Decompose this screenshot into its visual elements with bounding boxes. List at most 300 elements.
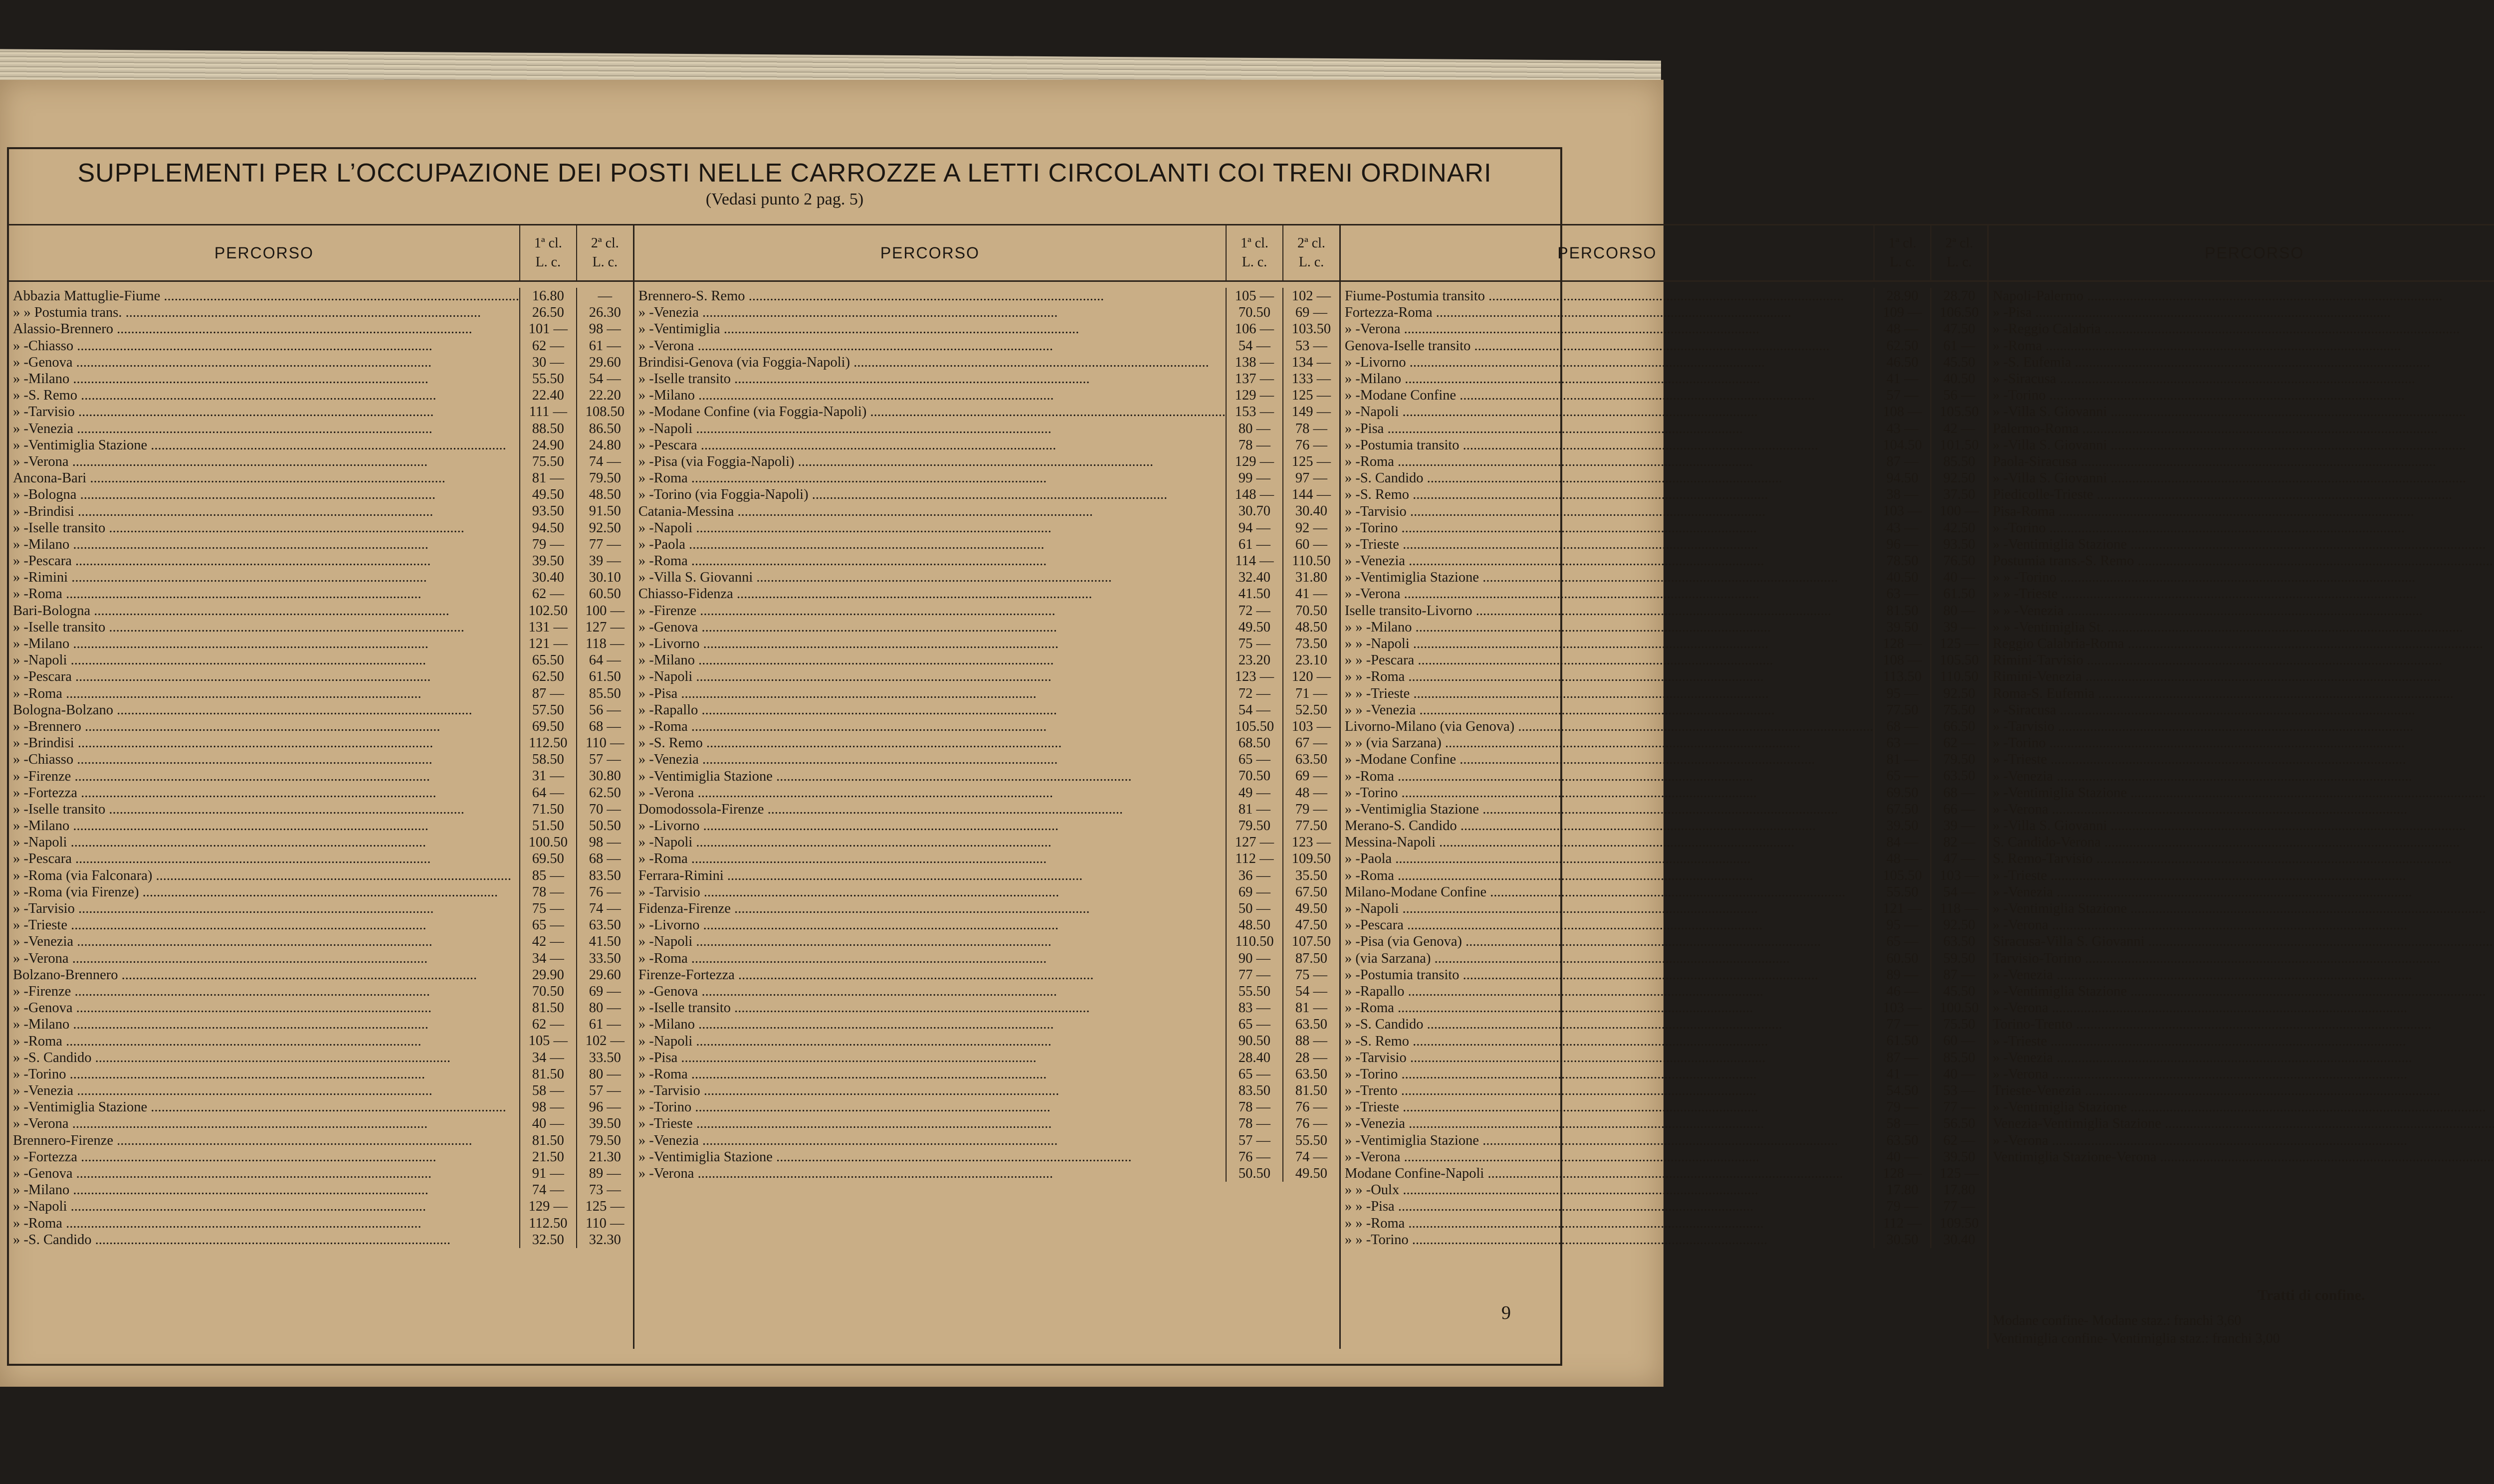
first-class-price: 40.50: [1873, 569, 1930, 586]
route-cell: » -Brindisi .....: [9, 503, 519, 520]
first-class-price: 65 —: [1226, 1066, 1282, 1082]
route-cell: » -Chiasso .....: [9, 751, 519, 768]
first-class-price: 77 —: [1873, 1016, 1930, 1033]
route-cell: » -Napoli .....: [9, 1198, 519, 1215]
second-class-price: 74 —: [576, 900, 633, 917]
first-class-price: 103 —: [1873, 1000, 1930, 1016]
table-row: [1989, 503, 2494, 519]
second-class-price: 60 —: [1930, 1033, 1987, 1049]
first-class-price: 63.50: [1873, 1132, 1930, 1149]
first-class-price: 104.50: [1873, 437, 1930, 453]
first-class-price: 127 —: [1226, 834, 1282, 850]
first-class-price: 22.40: [519, 387, 576, 404]
first-class-price: 148 —: [1226, 486, 1282, 503]
table-row: [1989, 404, 2494, 420]
second-class-price: 60.50: [576, 586, 633, 602]
table-row: [9, 536, 633, 553]
first-class-price: 78.50: [1873, 553, 1930, 569]
route-cell: Roma-S. Eufemia .....: [1989, 685, 2494, 702]
first-class-price: 98 —: [519, 1099, 576, 1115]
route-cell: » -Roma .....: [9, 1033, 519, 1050]
first-class-price: 28.90: [1873, 288, 1930, 304]
table-row: [1989, 751, 2494, 768]
route-cell: » -Bologna .....: [9, 486, 519, 503]
first-class-price: 106 —: [1226, 321, 1282, 337]
table-row: [1341, 801, 1987, 818]
route-cell: » -Venezia .....: [634, 1132, 1226, 1149]
first-class-price: 43 —: [1873, 520, 1930, 536]
first-class-price: 65 —: [519, 917, 576, 933]
table-row: [1341, 983, 1987, 1000]
table-row: [9, 503, 633, 519]
table-row: [9, 768, 633, 784]
second-class-price: 134 —: [1282, 354, 1339, 371]
first-class-price: 87 —: [1873, 1050, 1930, 1066]
route-cell: » -Torino .....: [9, 1066, 519, 1082]
route-cell: Siracusa-Villa S. Giovanni .....: [1989, 933, 2494, 950]
first-class-price: 72 —: [1226, 603, 1282, 619]
table-row: [1989, 338, 2494, 354]
route-cell: » -Torino (via Foggia-Napoli) .....: [634, 486, 1226, 503]
table-row: [9, 338, 633, 354]
table-row: [1341, 1149, 1987, 1165]
second-class-price: 66.50: [1930, 718, 1987, 735]
second-class-price: 39 —: [576, 553, 633, 569]
second-class-price: 49.50: [1282, 900, 1339, 917]
table-row: [1989, 884, 2494, 900]
first-class-price: 38 —: [1873, 486, 1930, 503]
second-class-price: 98 —: [576, 834, 633, 850]
route-cell: » -Paola .....: [634, 536, 1226, 553]
confine-line: Modane confine- Modane staz.: franchi 3,60: [1992, 1313, 2242, 1328]
first-class-price: 51.50: [519, 818, 576, 834]
route-cell: » -Venezia .....: [1989, 967, 2494, 983]
first-class-price: 36 —: [1226, 867, 1282, 884]
second-class-price: 47.50: [1282, 917, 1339, 933]
table-row: [9, 751, 633, 768]
route-cell: » -Tarvisio .....: [634, 884, 1226, 900]
route-cell: » -Milano .....: [9, 371, 519, 387]
page-subtitle: (Vedasi punto 2 pag. 5): [705, 190, 864, 209]
route-cell: » -Villa S. Giovanni .....: [1989, 437, 2494, 453]
route-cell: » -Chiasso .....: [9, 338, 519, 354]
second-class-price: 62.50: [576, 785, 633, 801]
second-class-price: 39 —: [1930, 818, 1987, 834]
route-cell: » » -Torino .....: [1989, 569, 2494, 586]
table-row: [9, 950, 633, 967]
table-row: [9, 933, 633, 950]
table-row: [9, 619, 633, 636]
table-row: [1989, 950, 2494, 967]
second-class-price: 68 —: [1930, 785, 1987, 801]
second-class-price: 85.50: [576, 685, 633, 702]
second-class-price: 105.50: [1930, 652, 1987, 668]
route-cell: Piedicolle-Trieste .....: [1989, 486, 2494, 503]
second-class-price: 81.50: [1282, 1082, 1339, 1099]
second-class-price: 55.50: [1282, 1132, 1339, 1149]
second-class-price: 149 —: [1282, 404, 1339, 420]
route-header: PERCORSO: [2205, 243, 2304, 262]
first-class-price: 60.50: [1873, 950, 1930, 967]
route-cell: » -Venezia .....: [1341, 1115, 1873, 1132]
route-cell: Postumia trans.-S. Remo .....: [1989, 553, 2494, 569]
table-row: [634, 1099, 1339, 1115]
second-class-price: 125 —: [1282, 387, 1339, 404]
table-row: [9, 983, 633, 1000]
table-row: [1989, 801, 2494, 818]
first-class-price: 153 —: [1226, 404, 1282, 420]
route-cell: » -Venezia .....: [9, 1082, 519, 1099]
route-cell: » -Tarvisio .....: [634, 1082, 1226, 1099]
first-class-price: 17.80: [1873, 1182, 1930, 1198]
table-row: [1989, 371, 2494, 387]
first-class-price: 109 —: [1873, 304, 1930, 321]
second-class-price: 33.50: [576, 950, 633, 967]
first-class-price: 87 —: [1873, 453, 1930, 470]
table-row: [9, 967, 633, 983]
second-class-price: 75 —: [1282, 967, 1339, 983]
route-cell: » -Torino .....: [1341, 1066, 1873, 1082]
second-class-price: 57 —: [576, 751, 633, 768]
first-class-price: 62 —: [519, 586, 576, 602]
table-row: [634, 553, 1339, 569]
route-cell: » -Milano .....: [9, 636, 519, 652]
route-cell: » -Pescara .....: [634, 437, 1226, 453]
table-row: [9, 636, 633, 652]
table-row: [9, 917, 633, 933]
first-class-price: 61 —: [1226, 536, 1282, 553]
first-class-price: 91 —: [519, 1165, 576, 1182]
route-cell: » -Milano .....: [9, 818, 519, 834]
table-row: [1989, 1099, 2494, 1115]
table-row: [1341, 437, 1987, 453]
route-cell: » -Iselle transito .....: [9, 520, 519, 536]
first-class-price: 55.50: [519, 371, 576, 387]
table-row: [1989, 1115, 2494, 1132]
table-row: [634, 636, 1339, 652]
table-row: [9, 453, 633, 470]
route-cell: » -S. Eufemia .....: [1989, 354, 2494, 371]
first-class-price: 101 —: [519, 321, 576, 337]
route-cell: » » -Trieste .....: [1989, 586, 2494, 602]
route-cell: » -Tarvisio .....: [1989, 718, 2494, 735]
table-row: [9, 884, 633, 900]
first-class-price: 99 —: [1226, 470, 1282, 486]
table-row: [9, 1033, 633, 1049]
first-class-price: 49 —: [1226, 785, 1282, 801]
table-column: [1989, 224, 2494, 1349]
route-cell: » -Napoli .....: [634, 668, 1226, 685]
route-cell: » -Genova .....: [9, 354, 519, 371]
table-row: [9, 785, 633, 801]
route-cell: » » -Venezia .....: [1341, 702, 1873, 718]
first-class-price: 83 —: [1226, 1000, 1282, 1016]
route-cell: » -Villa S. Giovanni .....: [1989, 404, 2494, 420]
second-class-price: 120 —: [1282, 668, 1339, 685]
first-class-price: 113.50: [1873, 668, 1930, 685]
first-class-price: 54.50: [1873, 1082, 1930, 1099]
second-class-price: 76 —: [1282, 437, 1339, 453]
route-cell: » -Pisa (via Genova) .....: [1341, 933, 1873, 950]
route-cell: » -Roma .....: [9, 685, 519, 702]
first-class-price: 105 —: [1226, 288, 1282, 304]
first-class-price: 70.50: [519, 983, 576, 1000]
table-row: [634, 304, 1339, 321]
route-cell: » -S. Candido .....: [9, 1232, 519, 1248]
route-cell: Bologna-Bolzano .....: [9, 702, 519, 718]
second-class-price: 35.50: [1282, 867, 1339, 884]
first-class-price: 58.50: [519, 751, 576, 768]
first-class-price: 30 —: [519, 354, 576, 371]
first-class-price: 61.50: [1873, 1033, 1930, 1049]
route-cell: S. Candido-Verona .....: [1989, 834, 2494, 850]
table-row: [1341, 933, 1987, 950]
route-cell: » -Milano .....: [634, 387, 1226, 404]
second-class-price: 22.20: [576, 387, 633, 404]
column-header: [9, 224, 633, 282]
table-row: [1341, 1115, 1987, 1132]
table-row: [634, 1165, 1339, 1182]
first-class-price: 78 —: [1226, 437, 1282, 453]
second-class-price: 47 —: [1930, 850, 1987, 867]
route-cell: » -Venezia .....: [1989, 1050, 2494, 1066]
first-class-price: 79 —: [1873, 1099, 1930, 1115]
first-class-price: 58 —: [1873, 1115, 1930, 1132]
table-row: [1341, 718, 1987, 735]
route-cell: » -Verona .....: [634, 785, 1226, 801]
route-cell: » -Torino .....: [1989, 387, 2494, 404]
confine-line: Ventimiglia confine- Ventimiglia staz.: franchi 3,00: [1992, 1331, 2280, 1346]
table-row: [9, 586, 633, 602]
second-class-price: 127 —: [576, 619, 633, 636]
table-row: [634, 288, 1339, 304]
table-row: [1989, 867, 2494, 884]
table-row: [634, 818, 1339, 834]
route-cell: Alassio-Brennero .....: [9, 321, 519, 337]
first-class-price: 88.50: [519, 421, 576, 437]
route-cell: » -Venezia .....: [9, 421, 519, 437]
route-cell: » -Milano .....: [9, 1016, 519, 1033]
route-cell: » -Trieste .....: [1989, 1033, 2494, 1050]
route-cell: » -Ventimiglia Stazione .....: [1989, 536, 2494, 553]
route-cell: » -Milano .....: [9, 1182, 519, 1198]
second-class-price: 100 —: [576, 603, 633, 619]
second-class-price: 80 —: [576, 1066, 633, 1082]
route-cell: » -Napoli .....: [634, 520, 1226, 536]
table-row: [9, 437, 633, 453]
second-class-price: 61 —: [576, 1016, 633, 1033]
second-class-price: 100.50: [1930, 1000, 1987, 1016]
first-class-price: 87 —: [519, 685, 576, 702]
first-class-price: 121 —: [1873, 900, 1930, 917]
table-row: [1989, 470, 2494, 486]
first-class-price: 16.80: [519, 288, 576, 304]
route-cell: » -Roma .....: [634, 950, 1226, 967]
table-row: [1989, 1066, 2494, 1082]
route-cell: » -S. Candido .....: [1341, 470, 1873, 486]
first-class-price: 32.40: [1226, 569, 1282, 586]
first-class-price: 83.50: [1226, 1082, 1282, 1099]
second-class-price: 77 —: [1930, 1198, 1987, 1215]
table-row: [9, 801, 633, 818]
table-row: [1341, 1198, 1987, 1215]
second-class-price: 108.50: [576, 404, 633, 420]
first-class-price: 54 —: [1226, 338, 1282, 354]
route-cell: » -Pisa .....: [634, 1050, 1226, 1066]
first-class-price: 137 —: [1226, 371, 1282, 387]
route-cell: » -Torino .....: [1989, 735, 2494, 751]
first-class-price: 131 —: [519, 619, 576, 636]
table-row: [9, 1132, 633, 1149]
second-class-price: 78 —: [1282, 421, 1339, 437]
table-column: [1341, 224, 1989, 1349]
second-class-price: 70 —: [576, 801, 633, 818]
first-class-price: 81.50: [519, 1000, 576, 1016]
first-class-price: 128 —: [1873, 636, 1930, 652]
route-cell: » -Tarvisio .....: [1341, 1050, 1873, 1066]
route-cell: » » -Oulx .....: [1341, 1182, 1873, 1198]
second-class-price: 63.50: [1930, 768, 1987, 784]
table-row: [1341, 834, 1987, 850]
route-cell: Brindisi-Genova (via Foggia-Napoli) .....: [634, 354, 1226, 371]
route-cell: » -Ventimiglia Stazione .....: [1989, 900, 2494, 917]
first-class-price: 68.50: [1226, 735, 1282, 751]
table-row: [1989, 967, 2494, 983]
route-cell: Pisa-Roma .....: [1989, 503, 2494, 520]
table-row: [634, 421, 1339, 437]
table-row: [1989, 785, 2494, 801]
route-cell: » -S. Candido .....: [9, 1050, 519, 1066]
second-class-price: 67 —: [1282, 735, 1339, 751]
table-row: [634, 486, 1339, 503]
route-cell: Firenze-Fortezza .....: [634, 967, 1226, 983]
first-class-price: 30.70: [1226, 503, 1282, 519]
table-row: [1989, 1132, 2494, 1149]
route-cell: » -Roma .....: [634, 718, 1226, 735]
second-class-price: 39.50: [1930, 1149, 1987, 1165]
route-cell: Fidenza-Firenze .....: [634, 900, 1226, 917]
first-class-price: 123 —: [1226, 668, 1282, 685]
route-cell: » -Verona .....: [1341, 586, 1873, 602]
table-row: [9, 520, 633, 536]
first-class-price: 70.50: [1226, 768, 1282, 784]
second-class-price: 85.50: [1930, 1050, 1987, 1066]
second-class-price: 63.50: [1930, 933, 1987, 950]
route-cell: » -Venezia .....: [634, 751, 1226, 768]
route-cell: » (via Sarzana) .....: [1341, 950, 1873, 967]
first-class-price: 81.50: [519, 1132, 576, 1149]
table-row: [1341, 850, 1987, 867]
second-class-price: 29.60: [576, 354, 633, 371]
table-row: [9, 1198, 633, 1215]
second-class-price: 92.50: [1930, 685, 1987, 702]
route-cell: » -Trieste .....: [634, 1115, 1226, 1132]
second-class-price: 70.50: [1282, 603, 1339, 619]
route-cell: » -Napoli .....: [634, 933, 1226, 950]
second-class-price: 26.30: [576, 304, 633, 321]
table-row: [634, 503, 1339, 519]
table-row: [9, 668, 633, 685]
second-class-price: 82 —: [1930, 834, 1987, 850]
table-row: [1341, 967, 1987, 983]
route-cell: » -Ventimiglia Stazione .....: [634, 768, 1226, 785]
table-row: [1989, 668, 2494, 685]
table-row: [1341, 636, 1987, 652]
first-class-price: 89 —: [1873, 967, 1930, 983]
table-row: [634, 900, 1339, 917]
route-cell: » -Roma .....: [1341, 1000, 1873, 1016]
route-cell: » » -Roma .....: [1341, 668, 1873, 685]
route-cell: » -Reggio Calabria .....: [1989, 321, 2494, 337]
second-class-price: 88 —: [1282, 1033, 1339, 1049]
route-cell: » -Trieste .....: [1341, 1099, 1873, 1115]
table-row: [1341, 702, 1987, 718]
second-class-price: 56.50: [1930, 1115, 1987, 1132]
route-cell: » -Pisa .....: [1989, 304, 2494, 321]
route-cell: » » -Milano .....: [1341, 619, 1873, 636]
second-class-price: 96 —: [576, 1099, 633, 1115]
table-row: [9, 1000, 633, 1016]
second-class-price: 45.50: [1930, 983, 1987, 1000]
page-title: SUPPLEMENTI PER L’OCCUPAZIONE DEI POSTI NELLE CARROZZE A LETTI CIRCOLANTI COI TRENI ORDINARI: [77, 159, 1492, 188]
second-class-price: 60 —: [1282, 536, 1339, 553]
route-cell: Bolzano-Brennero .....: [9, 967, 519, 983]
second-class-price: 73.50: [1282, 636, 1339, 652]
table-row: [1989, 453, 2494, 470]
route-cell: » » -Trieste .....: [1341, 685, 1873, 702]
second-class-price: 48 —: [1282, 785, 1339, 801]
route-cell: » -Villa S. Giovanni .....: [634, 569, 1226, 586]
route-cell: » -Iselle transito .....: [634, 371, 1226, 387]
route-cell: » -Trieste .....: [1989, 867, 2494, 884]
table-row: [9, 685, 633, 702]
route-cell: » -S. Remo .....: [1341, 486, 1873, 503]
first-class-price: 105.50: [1226, 718, 1282, 735]
second-class-price: 63.50: [576, 917, 633, 933]
route-cell: Rimini-Tarvisio .....: [1989, 652, 2494, 668]
route-cell: » -Verona .....: [634, 1165, 1226, 1182]
second-class-price: 75.50: [1930, 1016, 1987, 1033]
first-class-price: 34 —: [519, 1050, 576, 1066]
supplement-table: [7, 147, 2365, 1366]
table-row: [1989, 486, 2494, 503]
route-cell: » -Roma .....: [1989, 338, 2494, 354]
second-class-price: 76 —: [1282, 1099, 1339, 1115]
table-row: [9, 818, 633, 834]
first-class-price: 96 —: [1873, 536, 1930, 553]
second-class-price: 105.50: [1930, 404, 1987, 420]
column-header: [1989, 224, 2494, 282]
table-row: [1989, 1082, 2494, 1099]
route-cell: » -Roma .....: [9, 1215, 519, 1232]
table-row: [1341, 1132, 1987, 1149]
first-class-price: 81 —: [1226, 801, 1282, 818]
table-row: [1341, 453, 1987, 470]
table-row: [9, 735, 633, 751]
table-row: [9, 569, 633, 586]
second-class-price: 30.40: [1930, 1232, 1987, 1248]
table-row: [1341, 1016, 1987, 1033]
second-class-price: 79.50: [1930, 751, 1987, 768]
route-cell: » -Siracusa .....: [1989, 371, 2494, 387]
table-row: [1989, 603, 2494, 619]
second-class-price: 93.50: [1930, 536, 1987, 553]
second-class-price: 40 —: [1930, 1066, 1987, 1082]
table-row: [1989, 735, 2494, 751]
table-row: [9, 834, 633, 850]
route-cell: » -Milano .....: [634, 652, 1226, 668]
route-cell: Genova-Iselle transito .....: [1341, 338, 1873, 354]
